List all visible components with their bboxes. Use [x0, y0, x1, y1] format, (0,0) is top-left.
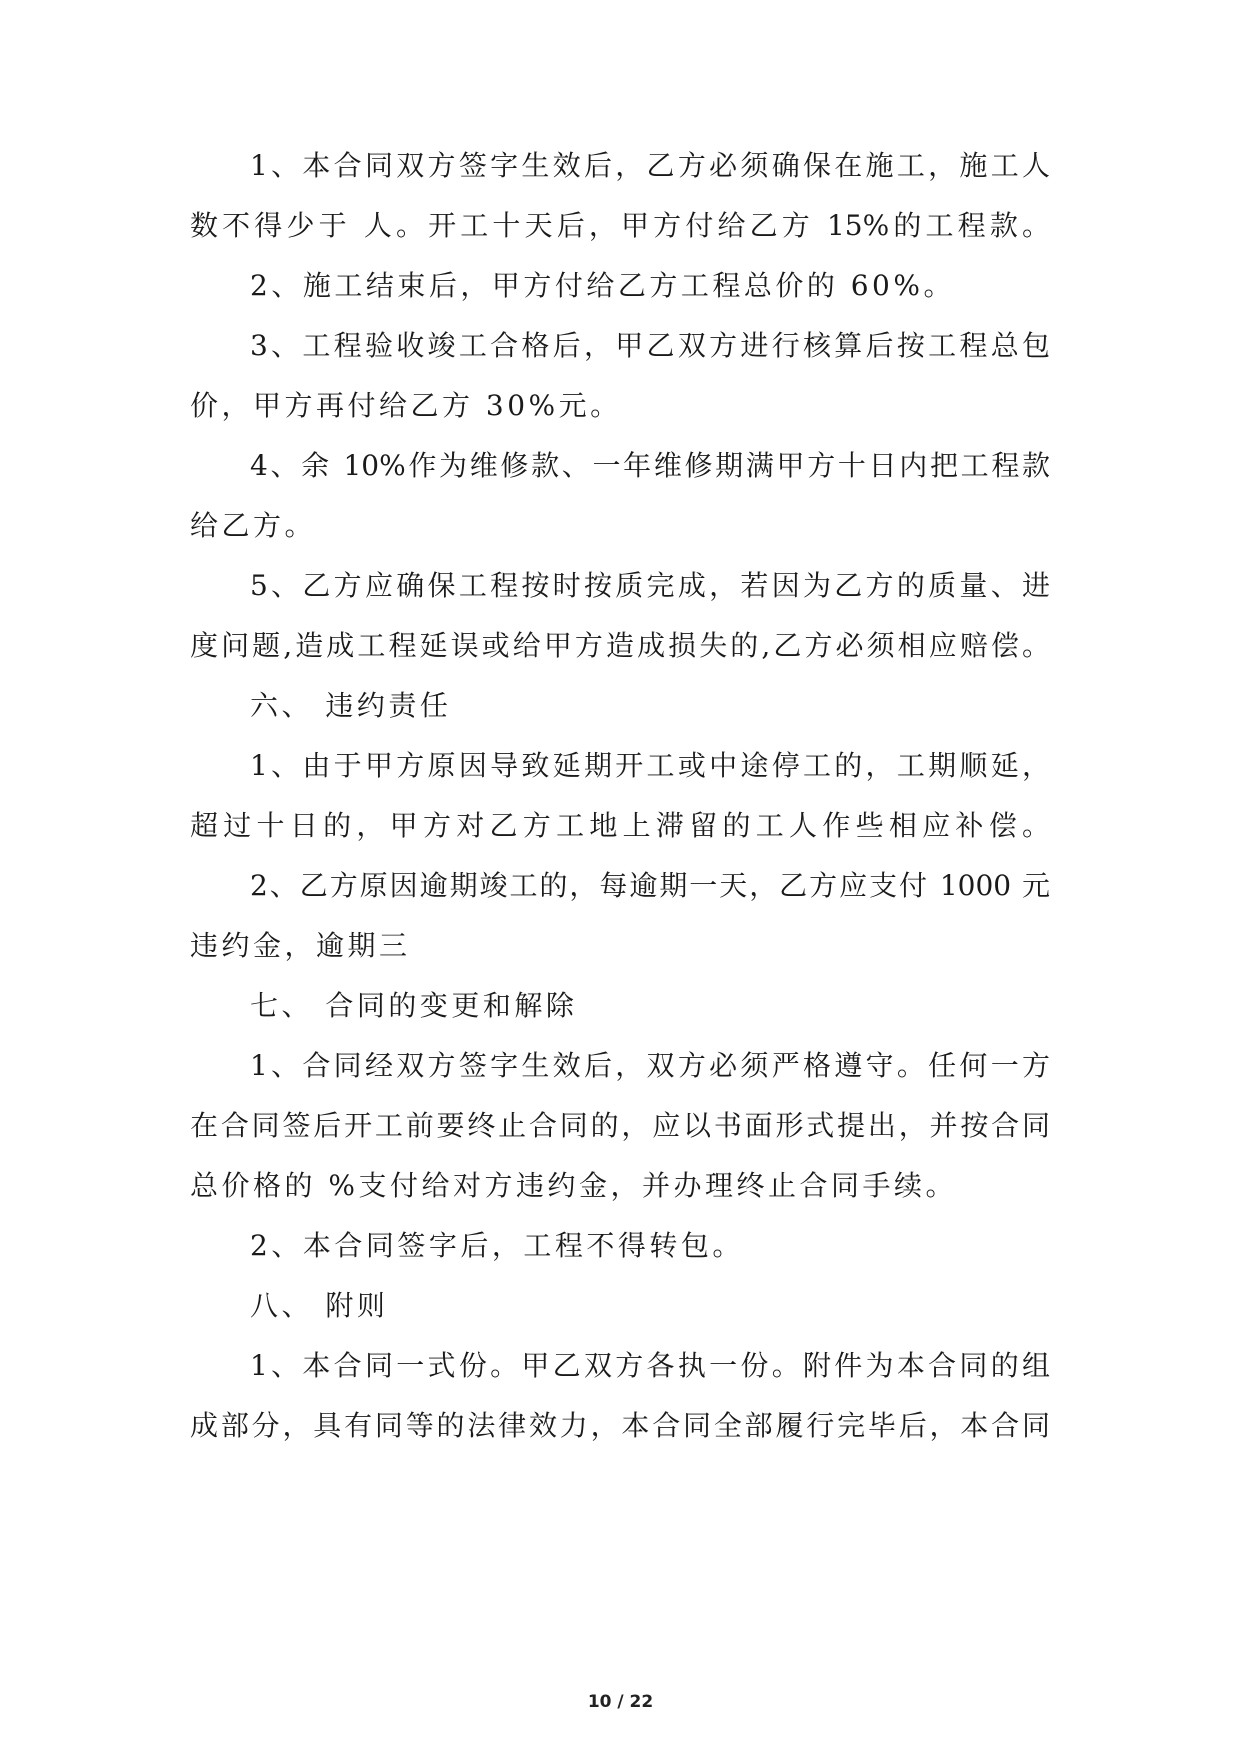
paragraph-line: 给乙方。 [190, 509, 317, 542]
paragraph-line: 度问题,造成工程延误或给甲方造成损失的,乙方必须相应赔偿。 [190, 629, 1050, 662]
paragraph-line: 在合同签后开工前要终止合同的，应以书面形式提出，并按合同 [190, 1109, 1050, 1142]
paragraph-line: 1、由于甲方原因导致延期开工或中途停工的，工期顺延， [250, 749, 1050, 782]
paragraph-line: 4、余 10%作为维修款、一年维修期满甲方十日内把工程款 [250, 449, 1050, 482]
paragraph-line: 1、本合同一式份。甲乙双方各执一份。附件为本合同的组 [250, 1349, 1050, 1382]
paragraph-line: 成部分，具有同等的法律效力，本合同全部履行完毕后，本合同 [190, 1409, 1050, 1442]
section-heading: 六、 违约责任 [250, 689, 452, 722]
paragraph-line: 1、合同经双方签字生效后，双方必须严格遵守。任何一方 [250, 1049, 1050, 1082]
paragraph-line: 2、本合同签字后，工程不得转包。 [250, 1229, 744, 1262]
paragraph-line: 5、乙方应确保工程按时按质完成，若因为乙方的质量、进 [250, 569, 1050, 602]
paragraph-line: 1、本合同双方签字生效后，乙方必须确保在施工，施工人 [250, 149, 1050, 182]
paragraph-line: 超过十日的，甲方对乙方工地上滞留的工人作些相应补偿。 [190, 809, 1050, 842]
paragraph-line: 价，甲方再付给乙方 30%元。 [190, 389, 622, 422]
paragraph-line: 数不得少于 人。开工十天后，甲方付给乙方 15%的工程款。 [190, 209, 1050, 242]
paragraph-line: 违约金，逾期三 [190, 929, 411, 962]
section-heading: 八、 附则 [250, 1289, 389, 1322]
paragraph-line: 总价格的 %支付给对方违约金，并办理终止合同手续。 [190, 1169, 958, 1202]
paragraph-line: 2、乙方原因逾期竣工的，每逾期一天，乙方应支付 1000 元 [250, 869, 1050, 902]
page-number: 10 / 22 [587, 1692, 654, 1712]
paragraph-line: 2、施工结束后，甲方付给乙方工程总价的 60%。 [250, 269, 955, 302]
section-heading: 七、 合同的变更和解除 [250, 989, 578, 1022]
paragraph-line: 3、工程验收竣工合格后，甲乙双方进行核算后按工程总包 [250, 329, 1050, 362]
